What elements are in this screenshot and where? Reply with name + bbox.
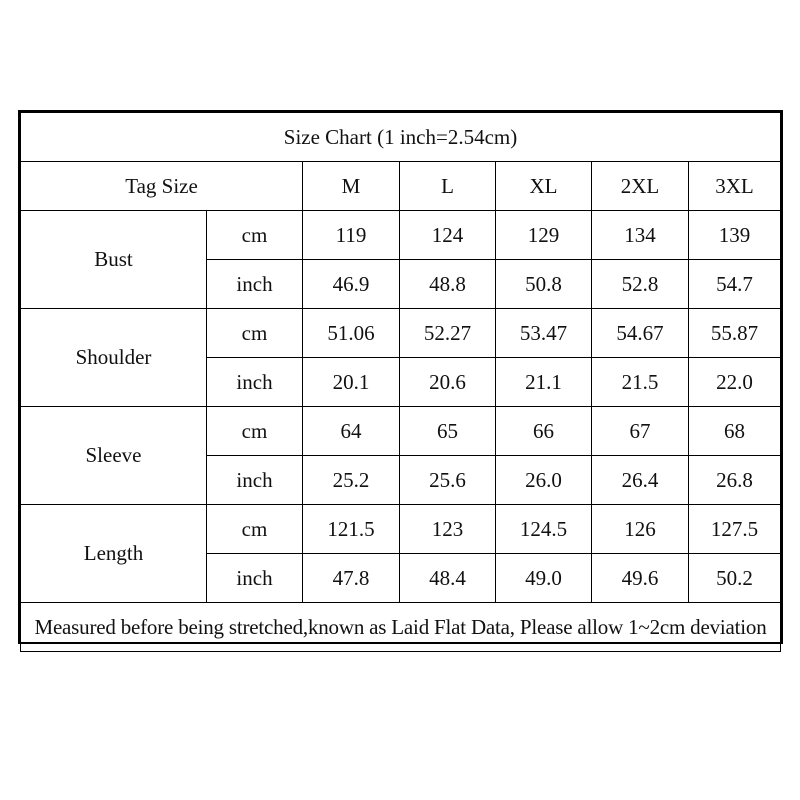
value-cell: 49.6	[592, 554, 689, 603]
value-cell: 126	[592, 505, 689, 554]
value-cell: 25.6	[400, 456, 496, 505]
unit-cell: cm	[207, 505, 303, 554]
size-header: L	[400, 162, 496, 211]
measurement-label: Length	[21, 505, 207, 603]
value-cell: 20.1	[303, 358, 400, 407]
measurement-label: Sleeve	[21, 407, 207, 505]
unit-cell: cm	[207, 211, 303, 260]
size-header: 3XL	[689, 162, 781, 211]
value-cell: 127.5	[689, 505, 781, 554]
title-row	[21, 113, 781, 162]
table-row	[21, 309, 781, 358]
footnote-row	[21, 603, 781, 652]
value-cell: 49.0	[496, 554, 592, 603]
value-cell: 52.8	[592, 260, 689, 309]
value-cell: 124.5	[496, 505, 592, 554]
value-cell: 134	[592, 211, 689, 260]
value-cell: 124	[400, 211, 496, 260]
size-chart-frame	[18, 110, 783, 644]
value-cell: 48.8	[400, 260, 496, 309]
measurement-label: Shoulder	[21, 309, 207, 407]
value-cell: 119	[303, 211, 400, 260]
value-cell: 51.06	[303, 309, 400, 358]
value-cell: 54.67	[592, 309, 689, 358]
table-row	[21, 211, 781, 260]
value-cell: 129	[496, 211, 592, 260]
footnote: Measured before being stretched,known as Laid Flat Data, Please allow 1~2cm deviation	[21, 603, 781, 652]
header-row	[21, 162, 781, 211]
value-cell: 55.87	[689, 309, 781, 358]
size-header: 2XL	[592, 162, 689, 211]
value-cell: 26.8	[689, 456, 781, 505]
value-cell: 52.27	[400, 309, 496, 358]
value-cell: 46.9	[303, 260, 400, 309]
value-cell: 65	[400, 407, 496, 456]
value-cell: 48.4	[400, 554, 496, 603]
value-cell: 25.2	[303, 456, 400, 505]
value-cell: 139	[689, 211, 781, 260]
chart-title: Size Chart (1 inch=2.54cm)	[21, 113, 781, 162]
unit-cell: cm	[207, 407, 303, 456]
unit-cell: inch	[207, 358, 303, 407]
value-cell: 54.7	[689, 260, 781, 309]
measurement-label: Bust	[21, 211, 207, 309]
value-cell: 22.0	[689, 358, 781, 407]
unit-cell: inch	[207, 456, 303, 505]
value-cell: 26.4	[592, 456, 689, 505]
tag-size-label: Tag Size	[21, 162, 303, 211]
size-chart-table	[20, 112, 781, 652]
value-cell: 67	[592, 407, 689, 456]
value-cell: 21.1	[496, 358, 592, 407]
value-cell: 50.8	[496, 260, 592, 309]
unit-cell: cm	[207, 309, 303, 358]
value-cell: 68	[689, 407, 781, 456]
unit-cell: inch	[207, 554, 303, 603]
value-cell: 50.2	[689, 554, 781, 603]
unit-cell: inch	[207, 260, 303, 309]
table-row	[21, 505, 781, 554]
value-cell: 121.5	[303, 505, 400, 554]
value-cell: 20.6	[400, 358, 496, 407]
value-cell: 21.5	[592, 358, 689, 407]
value-cell: 47.8	[303, 554, 400, 603]
value-cell: 66	[496, 407, 592, 456]
size-header: M	[303, 162, 400, 211]
value-cell: 53.47	[496, 309, 592, 358]
table-row	[21, 407, 781, 456]
size-header: XL	[496, 162, 592, 211]
value-cell: 123	[400, 505, 496, 554]
value-cell: 26.0	[496, 456, 592, 505]
value-cell: 64	[303, 407, 400, 456]
